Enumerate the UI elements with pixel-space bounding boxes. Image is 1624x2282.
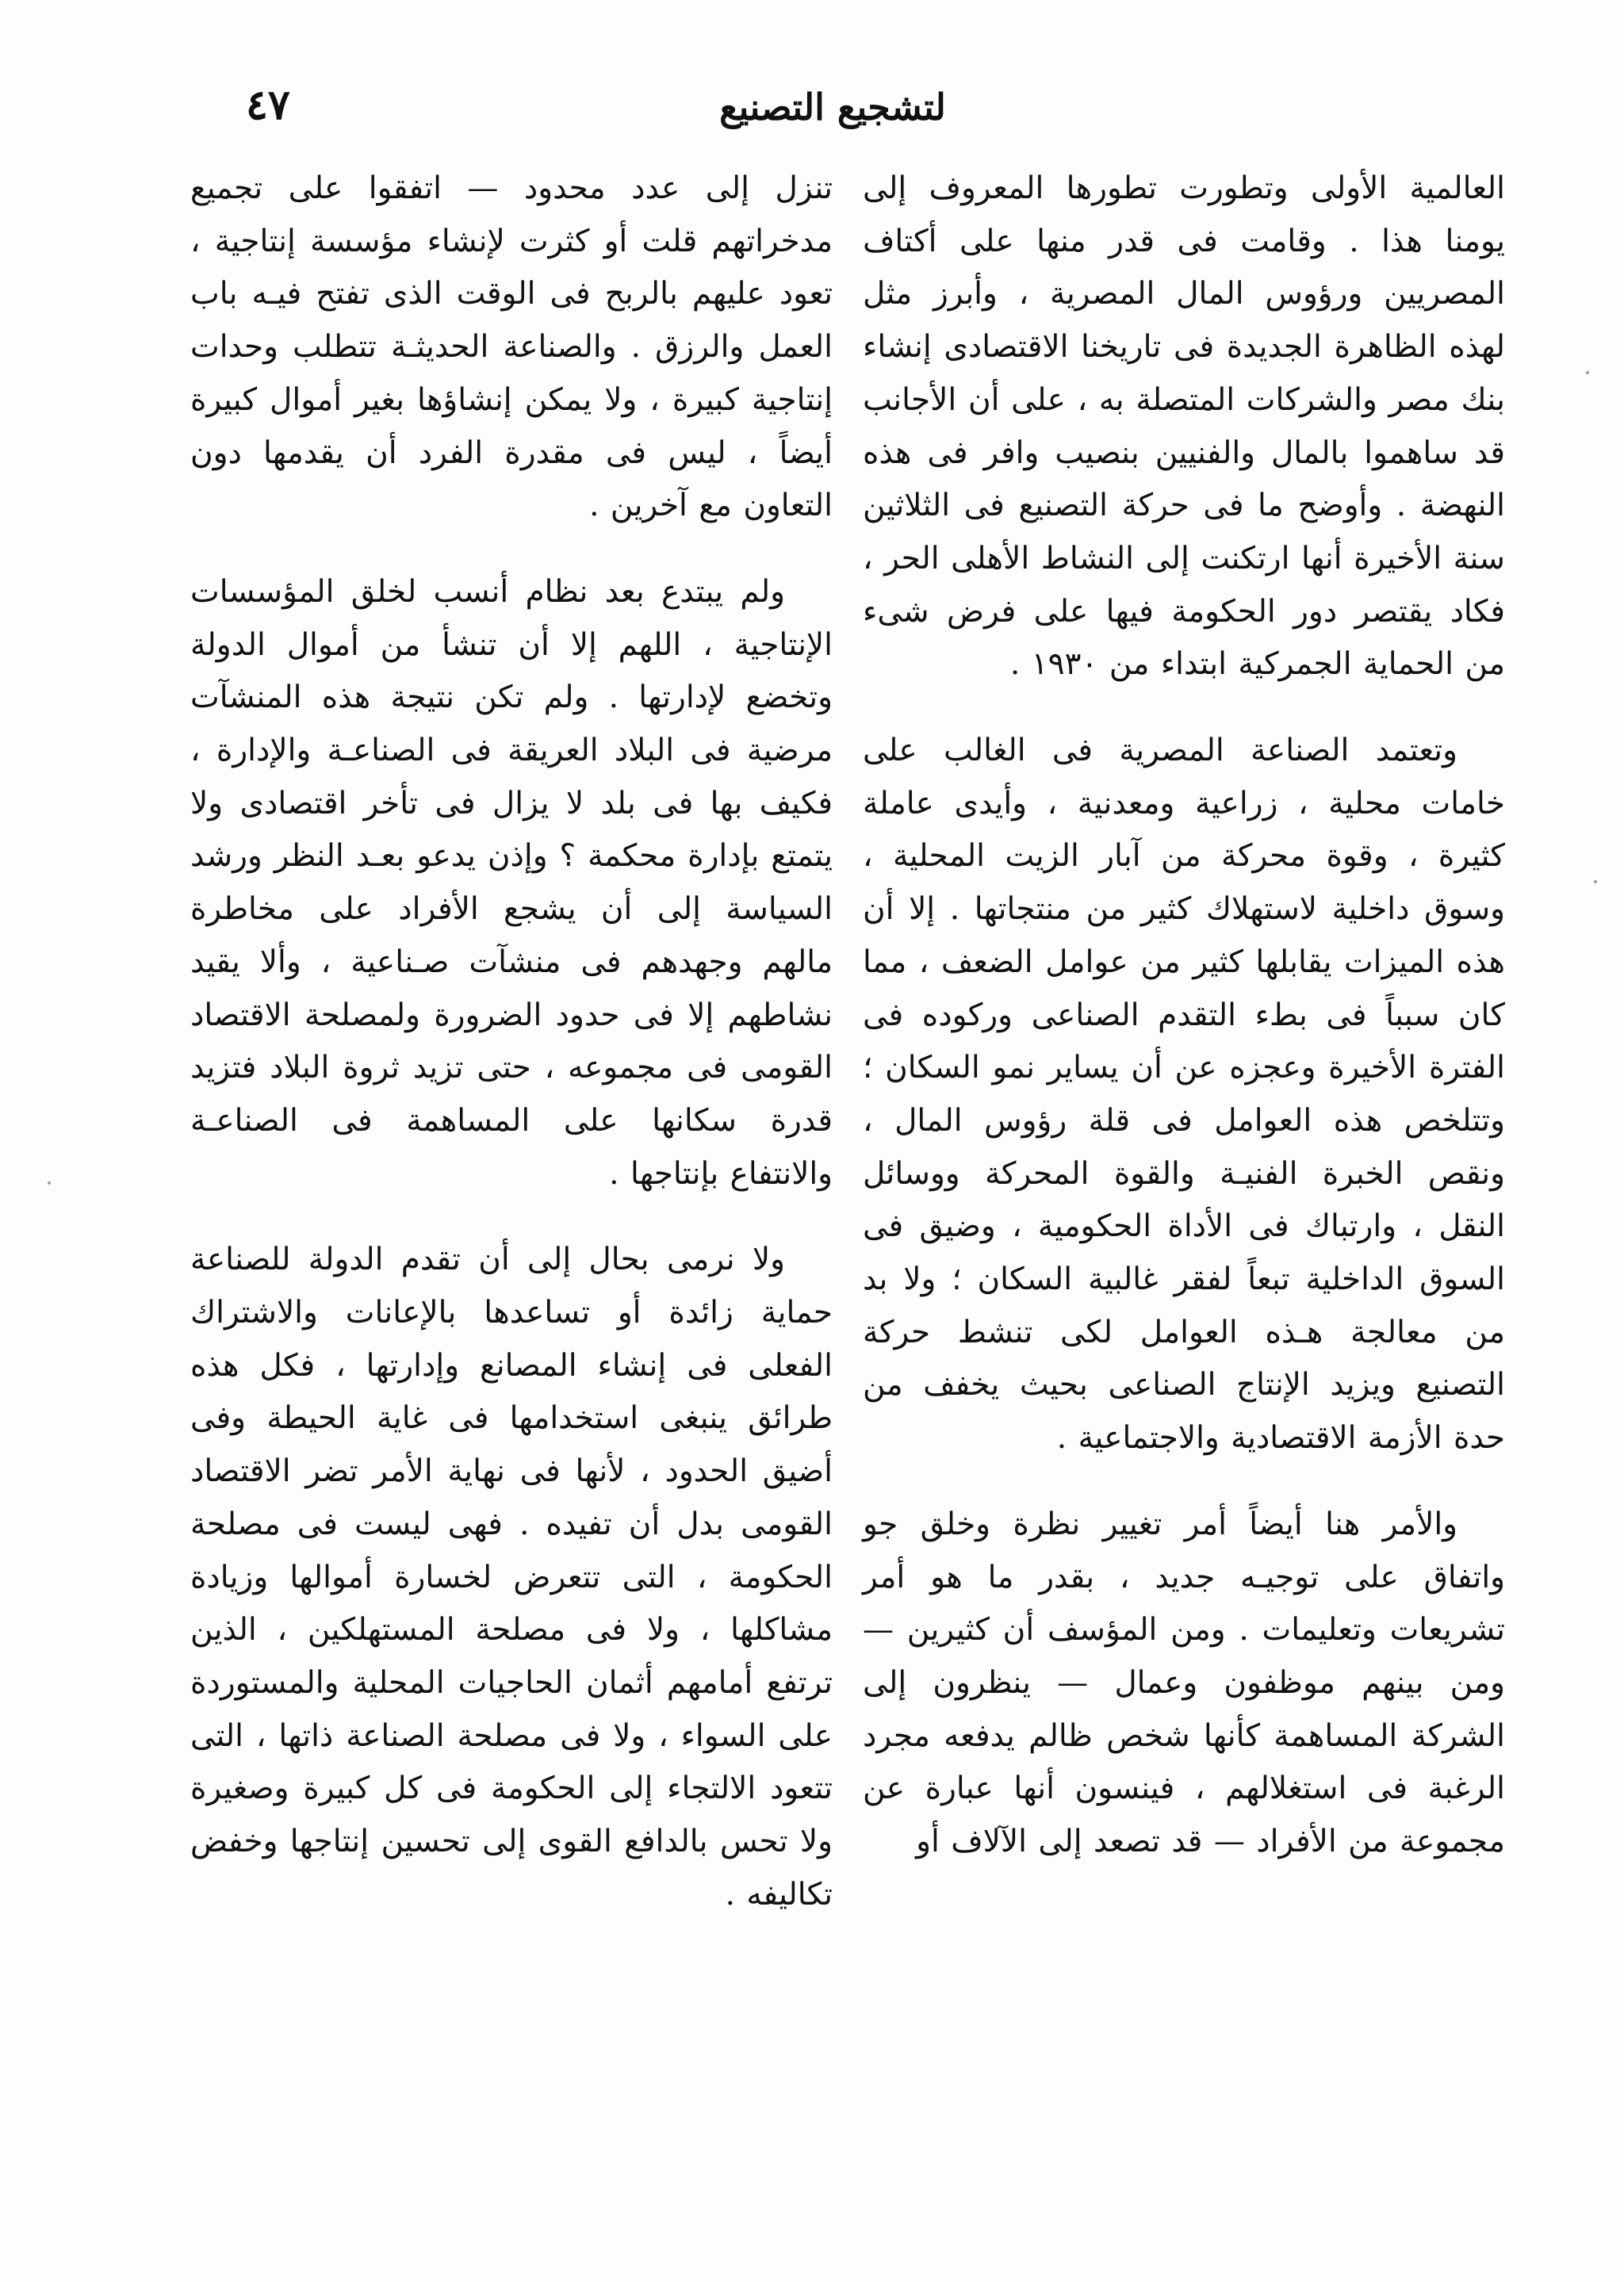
paragraph: تنزل إلى عدد محدود — اتفقوا على تجميع مدخراتهم قلت أو كثرت لإنشاء مؤسسة إنتاجية ، تعود عليهم بالربح فى الوقت الذى تفتح فيـه باب العمل والرزق . والصناعة الحديثـة تتطلب وحدات إنتاجية كبيرة ، ولا يمكن إنشاؤها بغير أموال كبيرة أيضاً ، ليس فى مقدرة الفرد أن يقدمها دون التعاون مع آخرين . — [190, 170, 833, 524]
paragraph: العالمية الأولى وتطورت تطورها المعروف إلى يومنا هذا . وقامت فى قدر منها على أكتاف المصريين ورؤوس المال المصرية ، وأبرز مثل لهذه الظاهرة الجديدة فى تاريخنا الاقتصادى إنشاء بنك مصر والشركات المتصلة به ، على أن الأجانب قد ساهموا بالمال والفنيين بنصيب وافر فى هذه النهضة . وأوضح ما فى حركة التصنيع فى الثلاثين سنة الأخيرة أنها ارتكنت إلى النشاط الأهلى الحر ، فكاد يقتصر دور الحكومة فيها على فرض شىء من الحماية الجمركية ابتداء من ١٩٣٠ . — [863, 170, 1505, 683]
left-column — [190, 163, 833, 1922]
running-head — [190, 79, 1475, 143]
paragraph: وتعتمد الصناعة المصرية فى الغالب على خامات محلية ، زراعية ومعدنية ، وأيدى عاملة كثيرة ، وقوة محركة من آبار الزيت المحلية ، وسوق داخلية لاستهلاك كثير من منتجاتها . إلا أن هذه الميزات يقابلها كثير من عوامل الضعف ، مما كان سبباً فى بطء التقدم الصناعى وركوده فى الفترة الأخيرة وعجزه عن أن يساير نمو السكان ؛ وتتلخص هذه العوامل فى قلة رؤوس المال ، ونقص الخبرة الفنيـة والقوة المحركة ووسائل النقل ، وارتباك فى الأداة الحكومية ، وضيق فى السوق الداخلية تبعاً لفقر غالبية السكان ؛ ولا بد من معالجة هـذه العوامل لكى تنشط حركة التصنيع ويزيد الإنتاج الصناعى بحيث يخفف من حدة الأزمة الاقتصادية والاجتماعية . — [863, 733, 1505, 1457]
paragraph: ولم يبتدع بعد نظام أنسب لخلق المؤسسات الإنتاجية ، اللهم إلا أن تنشأ من أموال الدولة وتخضع لإدارتها . ولم تكن نتيجة هذه المنشآت مرضية فى البلاد العريقة فى الصناعـة والإدارة ، فكيف بها فى بلد لا يزال فى تأخر اقتصادى ولا يتمتع بإدارة محكمة ؟ وإذن يدعو بعـد النظر ورشد السياسة إلى أن يشجع الأفراد على مخاطرة مالهم وجهدهم فى منشآت صـناعية ، وألا يقيد نشاطهم إلا فى حدود الضرورة ولمصلحة الاقتصاد القومى فى مجموعه ، حتى تزيد ثروة البلاد فتزيد قدرة سكانها على المساهمة فى الصناعـة والانتفاع بإنتاجها . — [190, 573, 833, 1192]
paragraph: والأمر هنا أيضاً أمر تغيير نظرة وخلق جو واتفاق على توجيـه جديد ، بقدر ما هو أمر تشريعات وتعليمات . ومن المؤسف أن كثيرين — ومن بينهم موظفون وعمال — ينظرون إلى الشركة المساهمة كأنها شخص ظالم يدفعه مجرد الرغبة فى استغلالهم ، فينسون أنها عبارة عن مجموعة من الأفراد — قد تصعد إلى الآلاف أو — [863, 1506, 1505, 1860]
paragraph-gap — [190, 1200, 833, 1234]
paragraph-gap — [863, 691, 1505, 725]
paragraph: ولا نرمى بحال إلى أن تقدم الدولة للصناعة حماية زائدة أو تساعدها بالإعانات والاشتراك الفعلى فى إنشاء المصانع وإدارتها ، فكل هذه طرائق ينبغى استخدامها فى غاية الحيطة وفى أضيق الحدود ، لأنها فى نهاية الأمر تضر الاقتصاد القومى بدل أن تفيده . فهى ليست فى مصلحة الحكومة ، التى تتعرض لخسارة أموالها وزيادة مشاكلها ، ولا فى مصلحة المستهلكين ، الذين ترتفع أمامهم أثمان الحاجيات المحلية والمستوردة على السواء ، ولا فى مصلحة الصناعة ذاتها ، التى تتعود الالتجاء إلى الحكومة فى كل كبيرة وصغيرة ولا تحس بالدافع القوى إلى تحسين إنتاجها وخفض تكاليفه . — [190, 1242, 833, 1913]
right-column — [863, 163, 1505, 1869]
running-title: لتشجيع التصنيع — [719, 86, 946, 128]
page-number: ٤٧ — [246, 81, 290, 129]
paragraph-gap — [863, 1465, 1505, 1499]
scan-speck — [48, 1181, 51, 1185]
scan-speck — [1586, 371, 1589, 374]
scan-speck — [1594, 880, 1597, 883]
paragraph-gap — [190, 533, 833, 566]
